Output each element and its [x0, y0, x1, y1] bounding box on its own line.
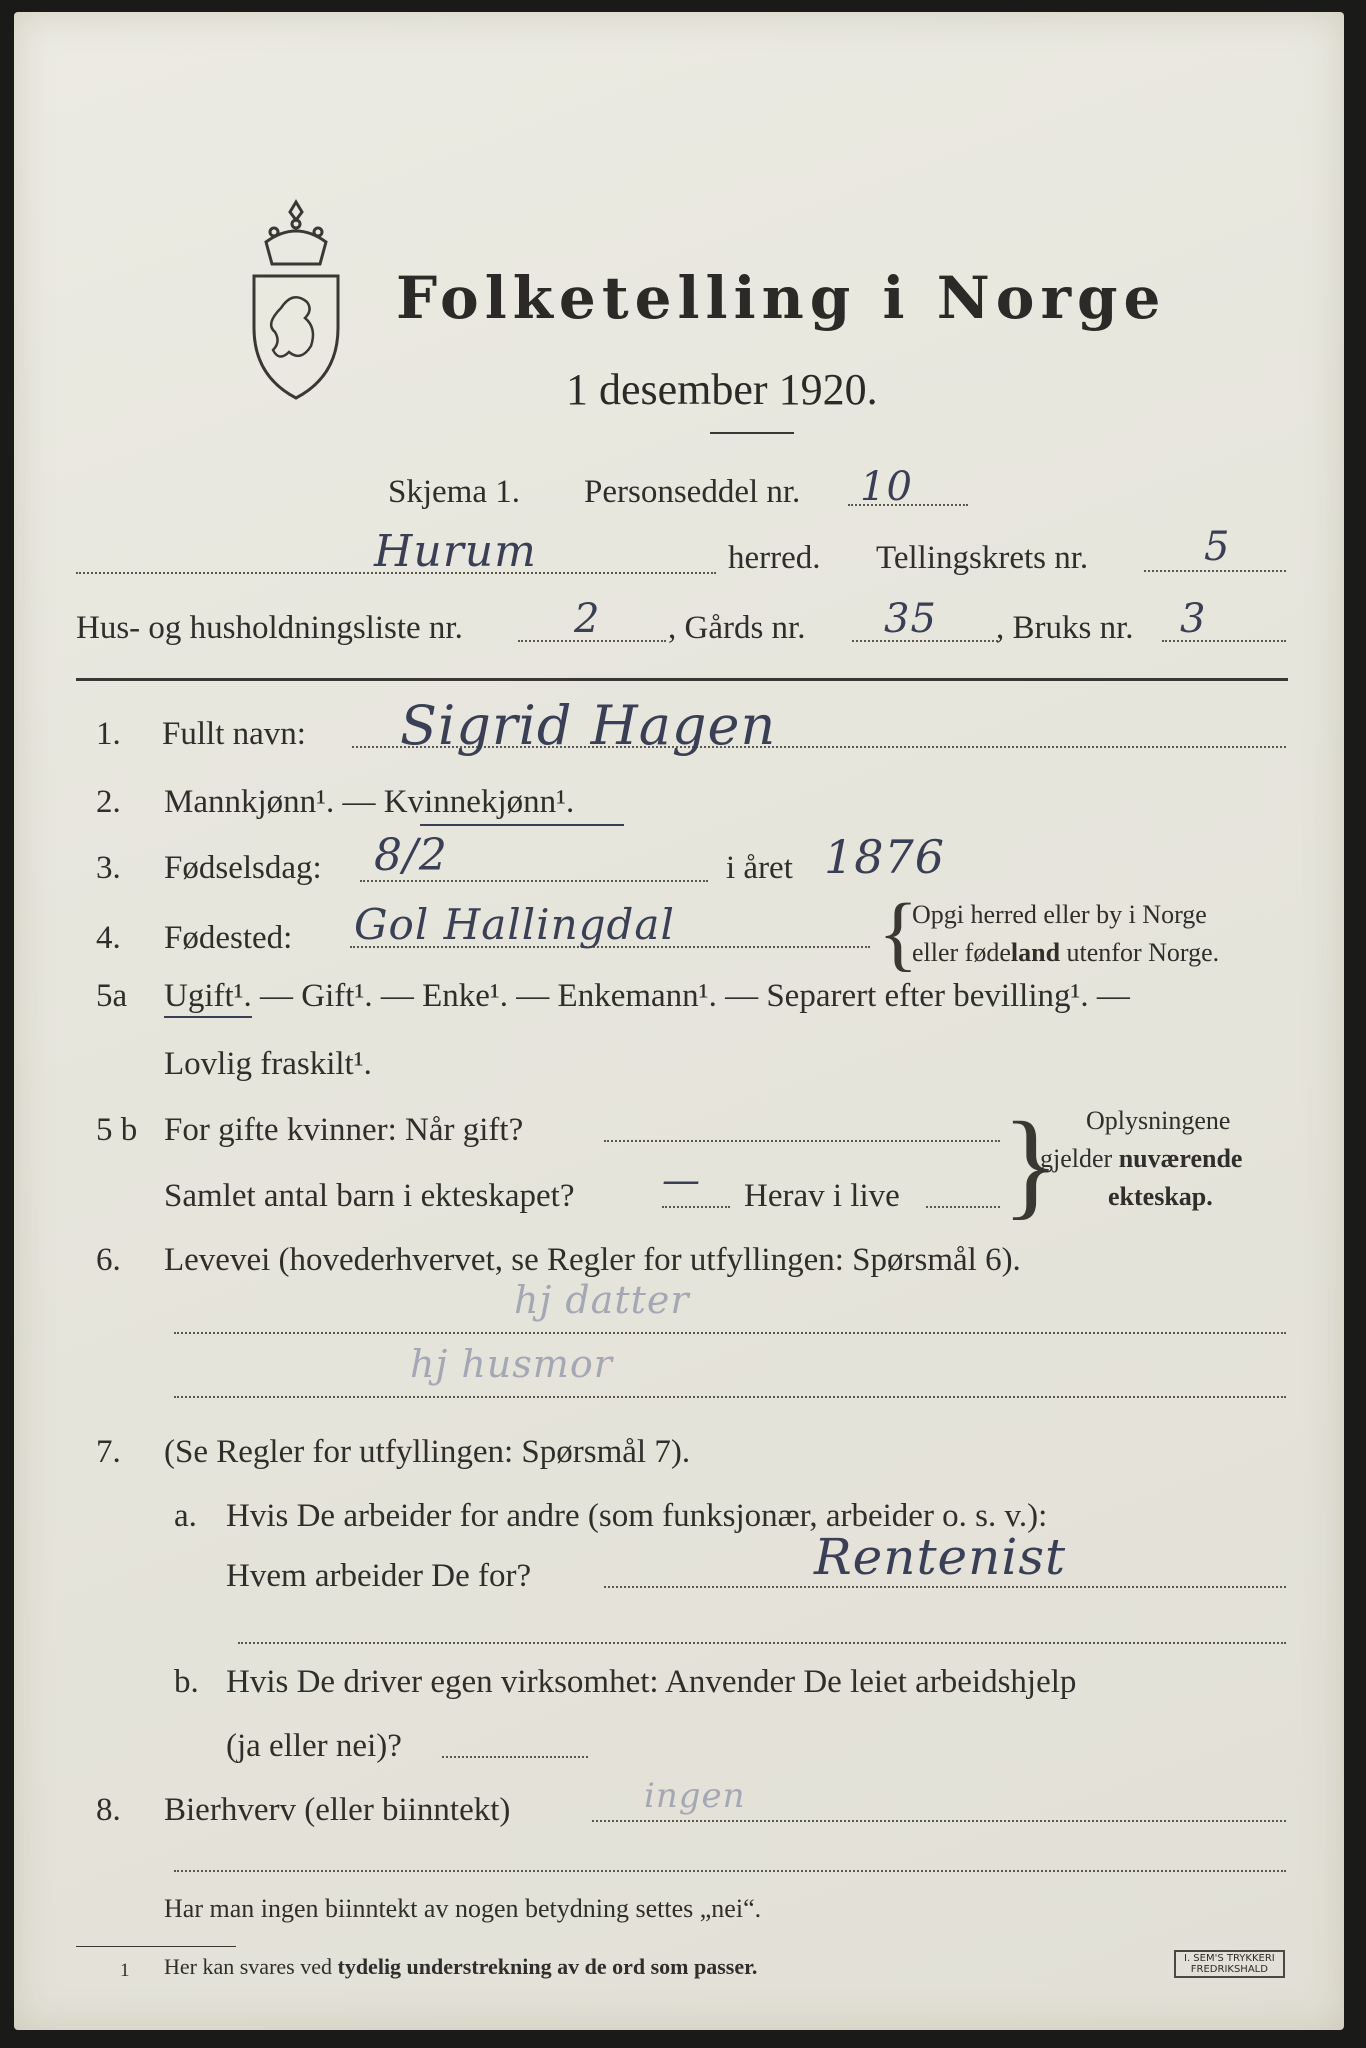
husliste-value[interactable]: 2	[574, 596, 601, 642]
occupation-value-line2[interactable]: hj husmor	[410, 1342, 613, 1386]
occupation-value-line1[interactable]: hj datter	[514, 1278, 690, 1322]
marital-status-options-line2[interactable]: Lovlig fraskilt¹.	[164, 1046, 372, 1082]
norway-coat-of-arms-icon	[236, 198, 356, 404]
marriage-note-line2: gjelder nuværende	[1040, 1144, 1243, 1173]
q7a-question: Hvis De arbeider for andre (som funksjonær, arbeider o. s. v.):	[226, 1498, 1048, 1534]
employer-label: Hvem arbeider De for?	[226, 1558, 532, 1594]
tellingskrets-line	[1144, 570, 1286, 572]
schema-label: Skjema 1.	[388, 474, 520, 510]
hired-help-label: (ja eller nei)?	[226, 1728, 402, 1764]
side-income-line2	[174, 1870, 1286, 1872]
q1-number: 1.	[96, 716, 121, 752]
q5b-number: 5 b	[96, 1112, 138, 1148]
alive-label: Herav i live	[744, 1178, 900, 1214]
census-date: 1 desember 1920.	[566, 365, 878, 414]
q1-label: Fullt navn:	[162, 716, 306, 752]
children-label: Samlet antal barn i ekteskapet?	[164, 1178, 575, 1214]
herred-label: herred.	[728, 540, 821, 576]
form-title: Folketelling i Norge	[396, 264, 1167, 332]
personseddel-value[interactable]: 10	[860, 464, 913, 510]
q8-number: 8.	[96, 1792, 121, 1828]
personseddel-label: Personseddel nr.	[584, 474, 801, 510]
birthdate-value[interactable]: 8/2	[374, 830, 448, 881]
title-divider	[710, 432, 794, 434]
birth-year-value[interactable]: 1876	[824, 830, 946, 884]
footnote-marker: 1	[120, 1960, 130, 1981]
employer-line2	[238, 1642, 1286, 1644]
gender-options[interactable]: Mannkjønn¹. — Kvinnekjønn¹.	[164, 784, 575, 820]
marriage-note-line3: ekteskap.	[1108, 1182, 1213, 1211]
footnote-text: Her kan svares ved tydelig understrekning av de ord som passer.	[164, 1954, 758, 1979]
husliste-label: Hus- og husholdningsliste nr.	[76, 610, 463, 646]
q7b-letter: b.	[174, 1664, 199, 1700]
full-name-value[interactable]: Sigrid Hagen	[400, 694, 777, 757]
marital-underline-mark	[164, 1016, 252, 1018]
gender-underline-mark	[420, 824, 624, 826]
birthplace-note-line2: eller fødeland utenfor Norge.	[912, 938, 1220, 967]
bruks-value[interactable]: 3	[1180, 596, 1207, 642]
employer-value[interactable]: Rentenist	[814, 1528, 1067, 1586]
birthplace-note-line1: Opgi herred eller by i Norge	[912, 900, 1207, 929]
gards-value[interactable]: 35	[884, 596, 937, 642]
q6-label: Levevei (hovederhvervet, se Regler for utfyllingen: Spørsmål 6).	[164, 1242, 1021, 1278]
q4-number: 4.	[96, 920, 121, 956]
side-income-line	[592, 1820, 1286, 1822]
marriage-note-line1: Oplysningene	[1086, 1106, 1231, 1135]
q4-label: Fødested:	[164, 920, 293, 956]
header-divider	[76, 678, 1288, 681]
herred-value[interactable]: Hurum	[374, 526, 537, 577]
gards-label: , Gårds nr.	[668, 610, 806, 646]
occupation-line2	[174, 1396, 1286, 1398]
marital-status-options[interactable]: Ugift¹. — Gift¹. — Enke¹. — Enkemann¹. — Separert efter bevilling¹. —	[164, 978, 1130, 1014]
q2-number: 2.	[96, 784, 121, 820]
employer-line	[604, 1586, 1286, 1588]
q6-number: 6.	[96, 1242, 121, 1278]
birthplace-note-brace: {	[878, 887, 919, 980]
q8-label: Bierhverv (eller biinntekt)	[164, 1792, 511, 1828]
alive-line	[926, 1206, 1000, 1208]
side-income-note: Har man ingen biinntekt av nogen betydning settes „nei“.	[164, 1894, 762, 1923]
q3-number: 3.	[96, 850, 121, 886]
hired-help-line	[442, 1756, 588, 1758]
q7-number: 7.	[96, 1434, 121, 1470]
tellingskrets-value[interactable]: 5	[1204, 524, 1231, 570]
q7b-question: Hvis De driver egen virksomhet: Anvender De leiet arbeidshjelp	[226, 1664, 1077, 1700]
census-form-sheet	[14, 12, 1344, 2030]
when-married-line	[604, 1140, 1000, 1142]
children-line	[662, 1206, 730, 1208]
tellingskrets-label: Tellingskrets nr.	[876, 540, 1089, 576]
q3-label: Fødselsdag:	[164, 850, 322, 886]
occupation-line1	[174, 1332, 1286, 1334]
side-income-value[interactable]: ingen	[644, 1776, 746, 1816]
when-married-label: For gifte kvinner: Når gift?	[164, 1112, 524, 1148]
printer-stamp: I. SEM'S TRYKKERI FREDRIKSHALD	[1174, 1950, 1285, 1978]
birthplace-value[interactable]: Gol Hallingdal	[354, 900, 675, 949]
q7-label: (Se Regler for utfyllingen: Spørsmål 7).	[164, 1434, 691, 1470]
bruks-label: , Bruks nr.	[996, 610, 1134, 646]
footnote-rule	[76, 1946, 236, 1947]
marriage-note-brace: }	[1002, 1097, 1060, 1230]
year-label: i året	[726, 850, 793, 886]
children-value[interactable]: —	[662, 1158, 701, 1202]
q5a-number: 5a	[96, 978, 128, 1014]
q7a-letter: a.	[174, 1498, 197, 1534]
